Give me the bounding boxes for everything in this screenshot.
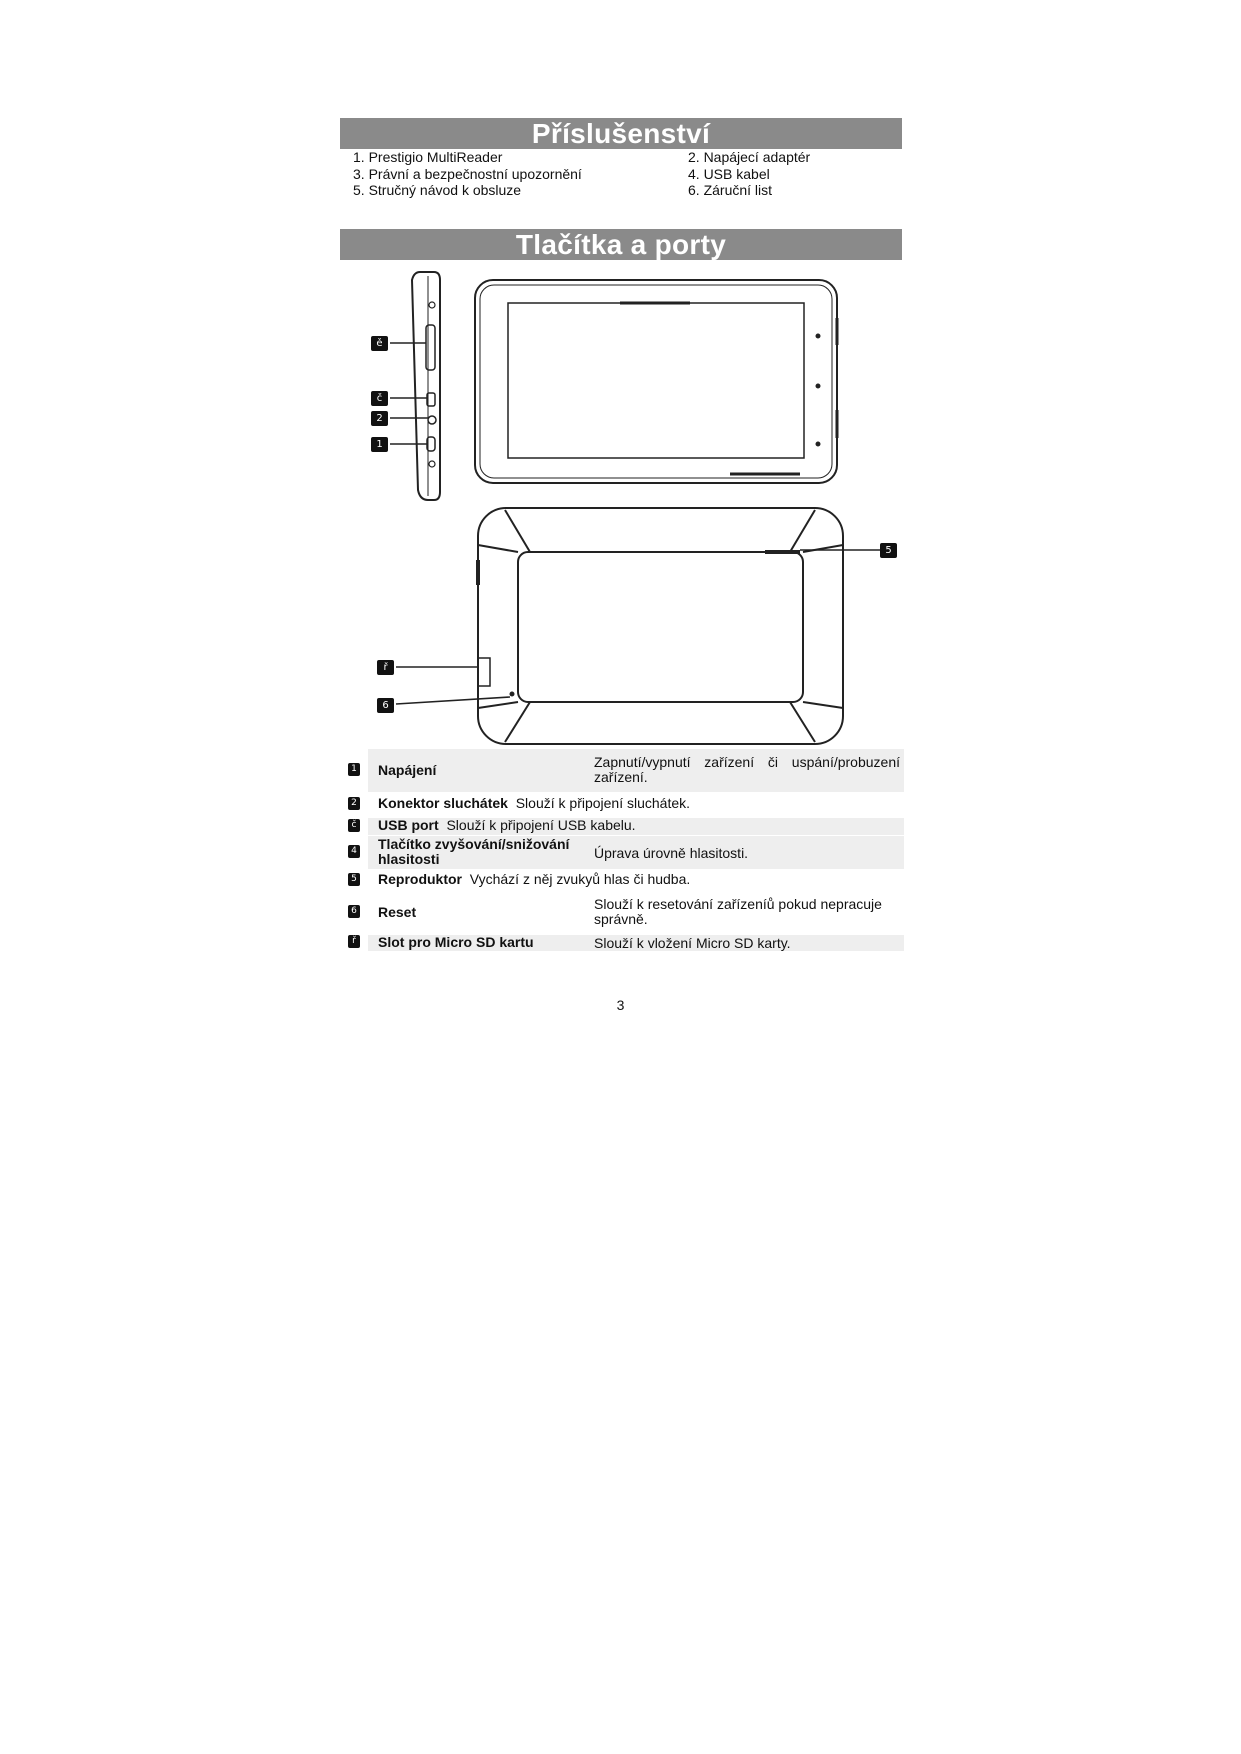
device-screen [508,303,804,458]
accessory-item: 3. Právní a bezpečnostní upozornění [353,166,582,182]
row-description: Slouží k připojení sluchátek. [515,795,691,811]
row-badge: ř [348,935,360,948]
accessory-item: 2. Napájecí adaptér [688,149,811,165]
row-badge: 5 [348,873,360,886]
row-description: Úprava úrovně hlasitosti. [594,845,749,861]
row-term: Napájení [378,762,437,778]
device-front-view [475,280,837,483]
figure-label: 6 [377,698,394,713]
figure-label: ř [377,660,394,675]
ports-header: Tlačítka a porty [340,229,902,260]
device-side-view [412,272,440,500]
figure-label: 2 [371,411,388,426]
sd-slot-back [478,658,490,686]
row-badge: 4 [348,845,360,858]
row-description: Slouží k resetování zařízeníů pokud nepracuje správně. [594,896,882,927]
device-diagram [0,0,1241,760]
accessory-item: 6. Záruční list [688,182,773,198]
row-term: Tlačítko zvyšování/snižování hlasitosti [378,836,570,867]
row-description: Slouží k připojení USB kabelu. [446,817,636,833]
row-term: Slot pro Micro SD kartu [378,934,534,950]
figure-label: ě [371,336,388,351]
figure-label: č [371,391,388,406]
accessories-header: Příslušenství [340,118,902,149]
accessory-item: 5. Stručný návod k obsluze [353,182,522,198]
row-badge: 1 [348,763,360,776]
figure-label: 1 [371,437,388,452]
volume-rocker [426,325,435,370]
device-back-view [478,508,843,744]
row-description: Vychází z něj zvukyů hlas či hudba. [469,871,691,887]
row-term: Konektor sluchátek [378,795,508,811]
row-badge: č [348,819,360,832]
figure-label: 5 [880,543,897,558]
row-badge: 2 [348,797,360,810]
row-description: Zapnutí/vypnutí zařízení či uspání/probuzení zařízení. [594,754,900,785]
row-term: Reset [378,904,417,920]
page-number: 3 [616,997,625,1013]
headphone-jack-side [428,416,436,424]
accessory-item: 4. USB kabel [688,166,770,182]
row-description: Slouží k vložení Micro SD karty. [594,935,791,951]
accessory-item: 1. Prestigio MultiReader [353,149,503,165]
row-term: Reproduktor [378,871,462,887]
row-badge: 6 [348,905,360,918]
row-term: USB port [378,817,439,833]
reset-hole [510,692,514,696]
